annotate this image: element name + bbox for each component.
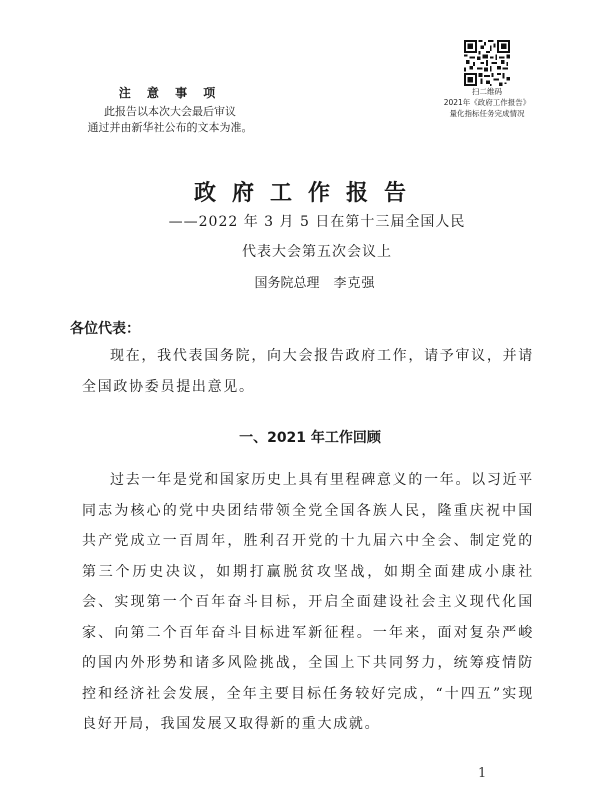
report-subtitle-line-1: ——2022 年 3 月 5 日在第十三届全国人民 (168, 214, 466, 230)
report-title: 政府工作报告 (193, 180, 422, 206)
notice-title: 注 意 事 项 (118, 86, 222, 100)
qr-caption-1: 扫二维码 (472, 87, 502, 96)
review-paragraph: 过去一年是党和国家历史上具有里程碑意义的一年。以习近平同志为核心的党中央团结带领全党全国各族人民，隆重庆祝中国共产党成立一百周年，胜利召开党的十九届六中全会、制定党的第三个历史决议，如期打赢脱贫攻坚战，如期全面建成小康社会、实现第一个百年奋斗目标，开启全面建设社会主义现代化国家、向第二个百年奋斗目标进军新征程。一年来，面对复杂严峻的国内外形势和诸多风险挑战，全国上下共同努力，统筹疫情防控和经济社会发展，全年主要目标任务较好完成，“十四五”实现良好开局，我国发展又取得新的重大成就。 (82, 472, 534, 732)
notice-line-1: 此报告以本次大会最后审议 (104, 105, 236, 118)
author-name: 李克强 (333, 276, 376, 291)
qr-code-icon[interactable] (464, 40, 510, 86)
section-heading: 一、2021 年工作回顾 (239, 430, 381, 446)
opening-paragraph: 现在，我代表国务院，向大会报告政府工作，请予审议，并请全国政协委员提出意见。 (82, 348, 534, 395)
author-role: 国务院总理 (254, 276, 320, 291)
report-author (0, 272, 600, 291)
salutation: 各位代表： (70, 321, 140, 337)
qr-caption-2: 2021年《政府工作报告》 (443, 98, 531, 107)
qr-code-block (432, 40, 542, 119)
notice-line-2: 通过并由新华社公布的文本为准。 (87, 121, 253, 134)
report-subtitle-line-2: 代表大会第五次会议上 (242, 244, 392, 260)
qr-caption-3: 量化指标任务完成情况 (449, 109, 525, 118)
page-number: 1 (478, 766, 487, 781)
notice-block (60, 84, 280, 136)
